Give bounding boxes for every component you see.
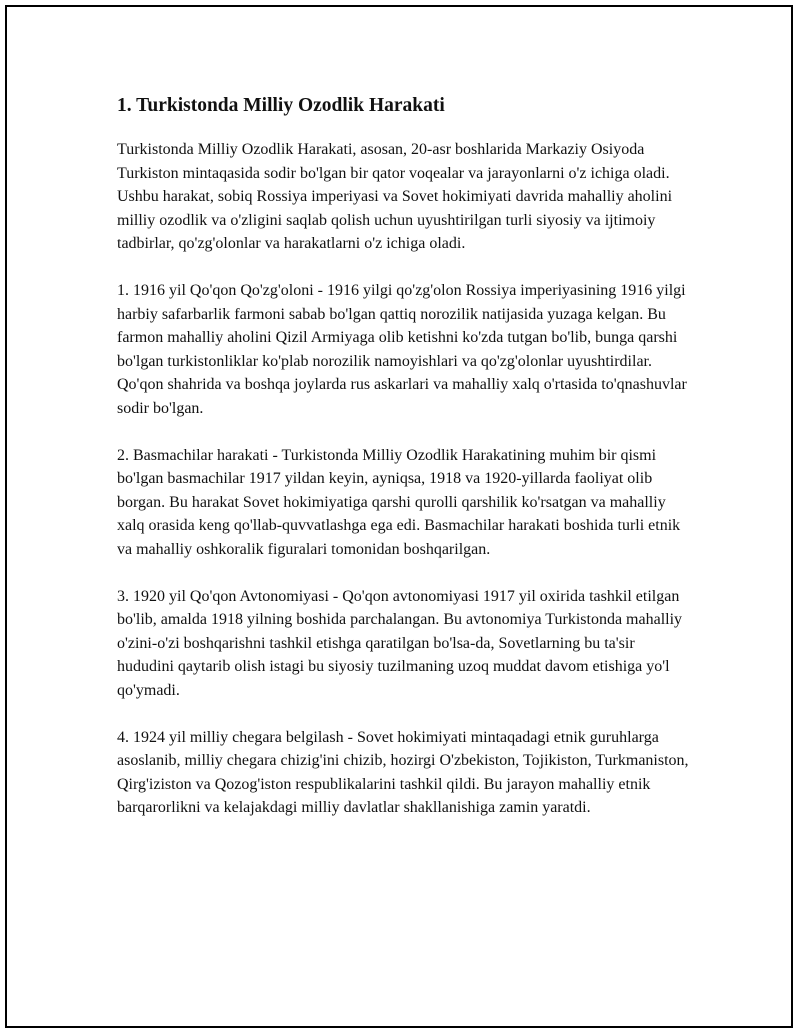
intro-paragraph: Turkistonda Milliy Ozodlik Harakati, asosan, 20-asr boshlarida Markaziy Osiyoda Turkiston mintaqasida sodir bo'lgan bir qator voqealar va jarayonlarni o'z ichiga oladi. Ushbu harakat, sobiq Rossiya imperiyasi va Sovet hokimiyati davrida mahalliy aholini milliy ozodlik va o'zligini saqlab qolish uchun uyushtirilgan turli siyosiy va ijtimoiy tadbirlar, qo'zg'olonlar va harakatlarni o'z ichiga oladi.	[117, 141, 673, 252]
paragraph-qoqon-uprising-1916: 1. 1916 yil Qo'qon Qo'zg'oloni - 1916 yilgi qo'zg'olon Rossiya imperiyasining 1916 yilgi harbiy safarbarlik farmoni sabab bo'lgan qattiq norozilik natijasida yuzaga kelgan. Bu farmon mahalliy aholini Qizil Armiyaga olib ketishni ko'zda tutgan bo'lib, bunga qarshi bo'lgan turkistonliklar ko'plab norozilik namoyishlari va qo'zg'olonlar uyushtirdilar. Qo'qon shahrida va boshqa joylarda rus askarlari va mahalliy xalq o'rtasida to'qnashuvlar sodir bo'lgan.	[117, 282, 687, 417]
section-title: 1. Turkistonda Milliy Ozodlik Harakati	[117, 95, 445, 116]
paragraph-national-delimitation-1924: 4. 1924 yil milliy chegara belgilash - Sovet hokimiyati mintaqadagi etnik guruhlarga asoslanib, milliy chegara chizig'ini chizib, hozirgi O'zbekiston, Tojikiston, Turkmaniston, Qirg'iziston va Qozog'iston respublikalarini tashkil qildi. Bu jarayon mahalliy etnik barqarorlikni va kelajakdagi milliy davlatlar shakllanishiga zamin yaratdi.	[117, 728, 689, 816]
document-body	[117, 138, 692, 820]
paragraph-basmachi-movement: 2. Basmachilar harakati - Turkistonda Milliy Ozodlik Harakatining muhim bir qismi bo'lgan basmachilar 1917 yildan keyin, ayniqsa, 1918 va 1920-yillarda faoliyat olib borgan. Bu harakat Sovet hokimiyatiga qarshi qurolli qarshilik ko'rsatgan va mahalliy xalq orasida keng qo'llab-quvvatlashga ega edi. Basmachilar harakati boshida turli etnik va mahalliy oshkoralik figuralari tomonidan boshqarilgan.	[117, 446, 681, 558]
paragraph-qoqon-autonomy: 3. 1920 yil Qo'qon Avtonomiyasi - Qo'qon avtonomiyasi 1917 yil oxirida tashkil etilgan bo'lib, amalda 1918 yilning boshida parchalangan. Bu avtonomiya Turkistonda mahalliy o'zini-o'zi boshqarishni tashkil etishga qaratilgan bo'lsa-da, Sovetlarning bu ta'sir hududini qaytarib olish istagi bu siyosiy tuzilmaning uzoq muddat davom etishiga yo'l qo'ymadi.	[117, 587, 683, 699]
document	[117, 92, 692, 843]
